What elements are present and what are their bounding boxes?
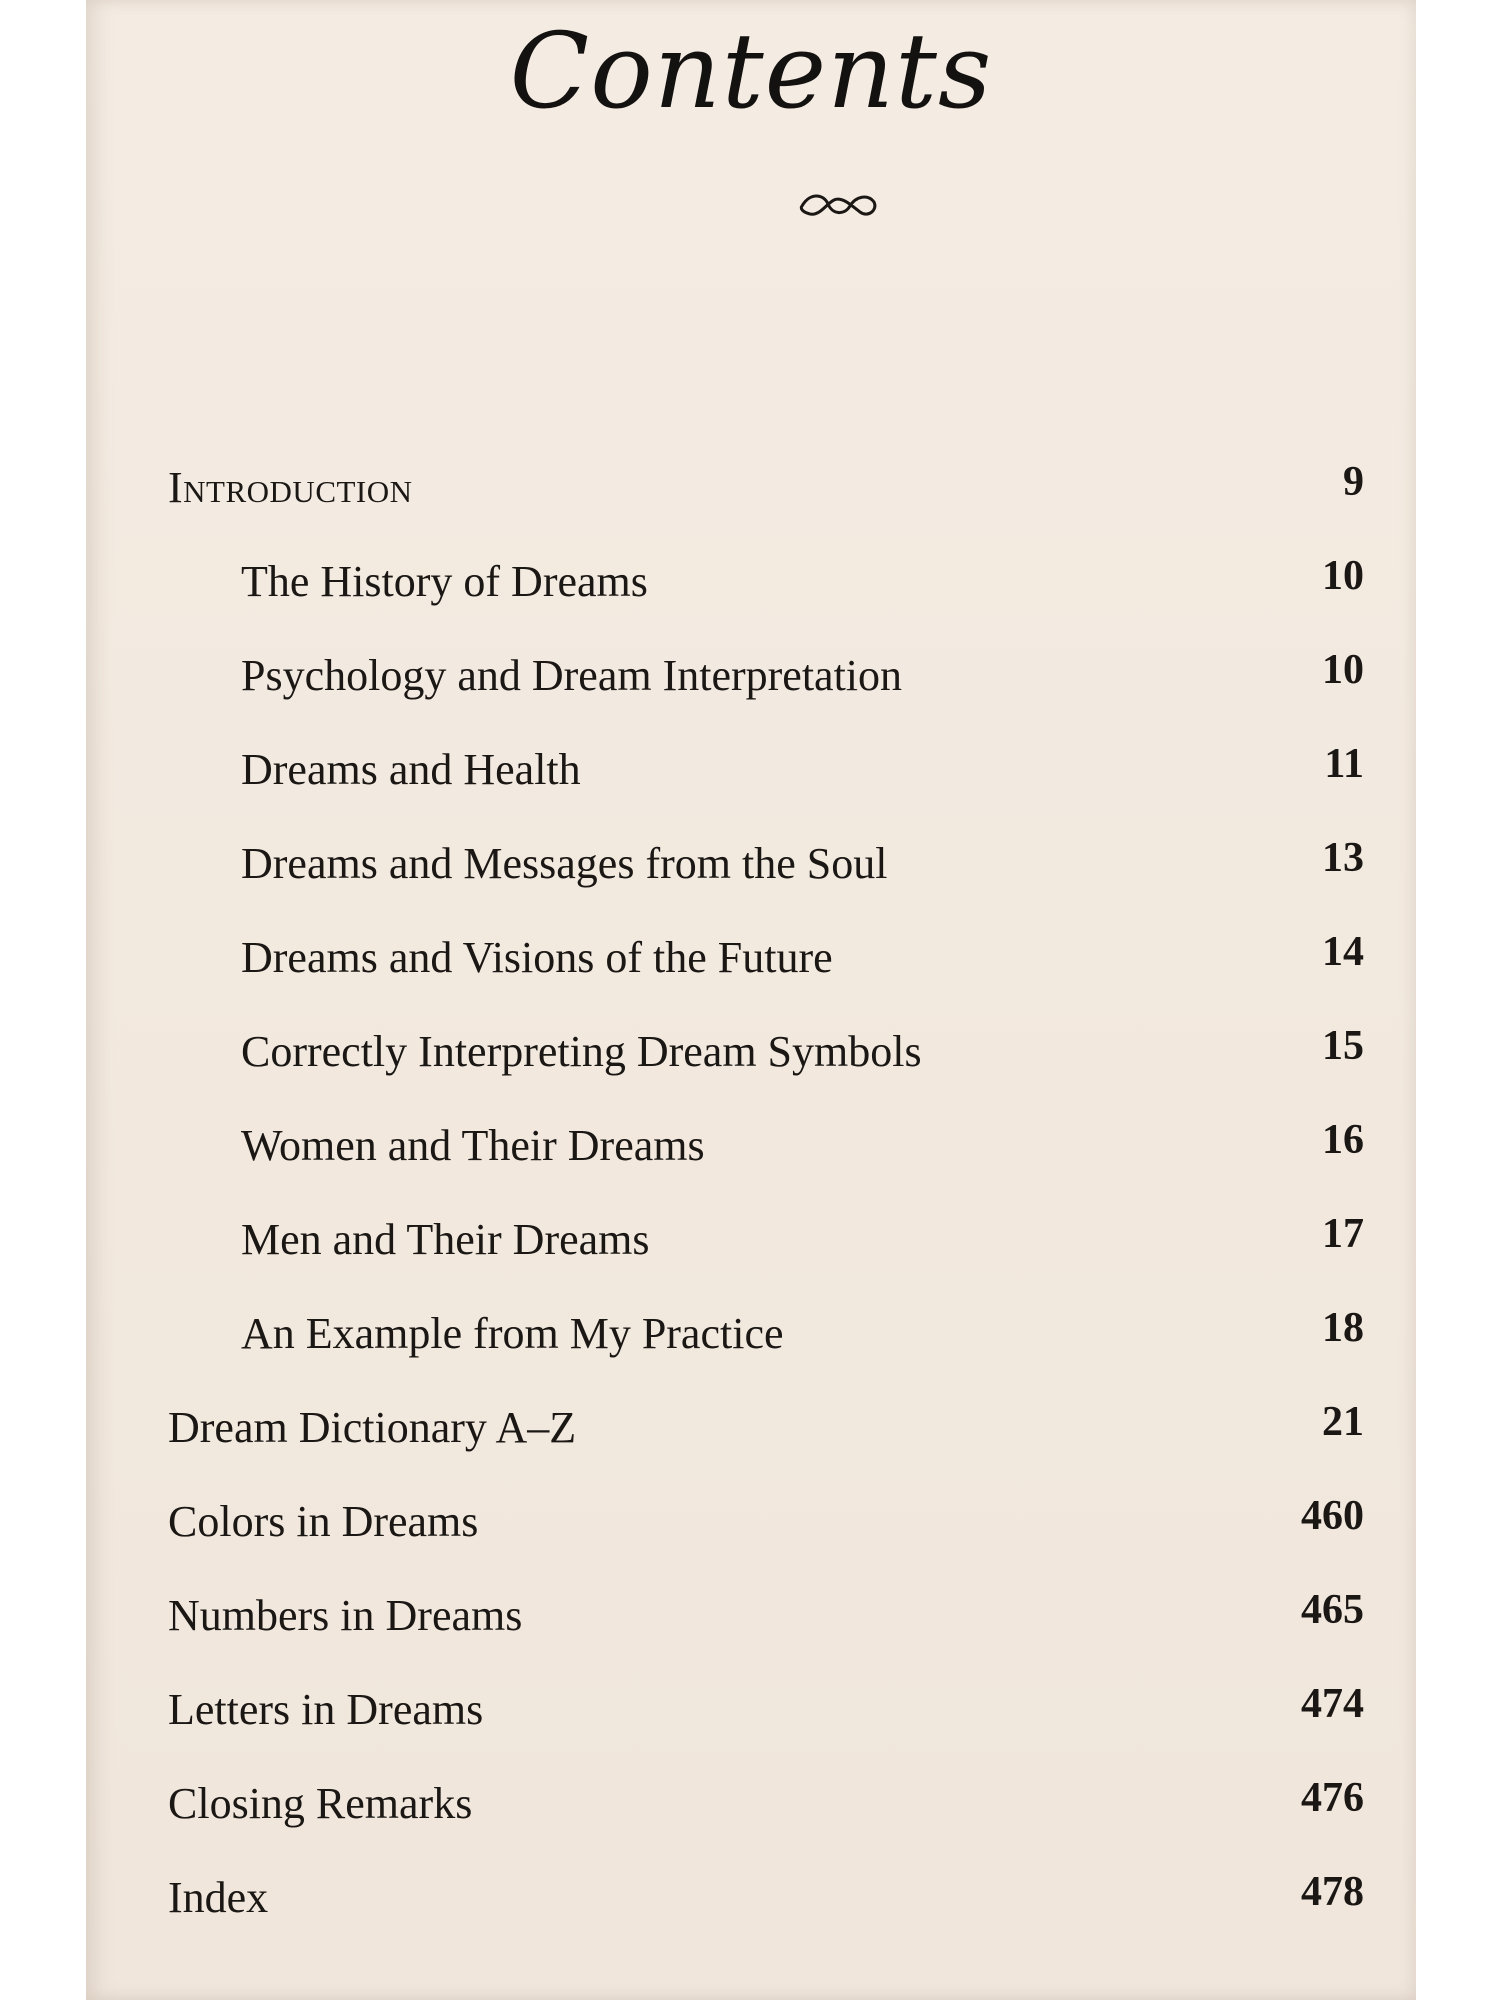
toc-entry-page: 11 xyxy=(1324,741,1364,787)
toc-entry-label: Dreams and Visions of the Future xyxy=(241,933,833,982)
toc-entry-label: Dreams and Messages from the Soul xyxy=(241,839,888,888)
page-title: Contents xyxy=(509,10,993,132)
toc-entry[interactable] xyxy=(86,740,1416,820)
toc-entry[interactable] xyxy=(86,1116,1416,1196)
toc-entry-label: Closing Remarks xyxy=(168,1779,473,1828)
toc-entry[interactable] xyxy=(86,834,1416,914)
toc-entry-label: Women and Their Dreams xyxy=(241,1121,705,1170)
toc-entry-label: Introduction xyxy=(168,463,413,512)
toc-entry-page: 474 xyxy=(1301,1681,1364,1727)
toc-entry-page: 14 xyxy=(1322,929,1364,975)
toc-entry-page: 10 xyxy=(1322,647,1364,693)
toc-entry[interactable] xyxy=(86,1022,1416,1102)
toc-entry[interactable] xyxy=(86,1586,1416,1666)
toc-entry-label: Dreams and Health xyxy=(241,745,581,794)
toc-entry-page: 13 xyxy=(1322,835,1364,881)
toc-entry[interactable] xyxy=(86,1680,1416,1760)
toc-entry-label: Colors in Dreams xyxy=(168,1497,479,1546)
toc-entry-label: An Example from My Practice xyxy=(241,1309,784,1358)
toc-entry[interactable] xyxy=(86,928,1416,1008)
toc-entry-label: Correctly Interpreting Dream Symbols xyxy=(241,1027,922,1076)
toc-entry-page: 9 xyxy=(1343,459,1364,505)
toc-entry-page: 17 xyxy=(1322,1211,1364,1257)
toc-entry-label: The History of Dreams xyxy=(241,557,648,606)
toc-entry[interactable] xyxy=(86,458,1416,538)
toc-entry-page: 16 xyxy=(1322,1117,1364,1163)
toc-entry[interactable] xyxy=(86,1304,1416,1384)
toc-entry-page: 476 xyxy=(1301,1775,1364,1821)
toc-entry-label: Letters in Dreams xyxy=(168,1685,484,1734)
toc-entry-page: 465 xyxy=(1301,1587,1364,1633)
toc-entry-page: 478 xyxy=(1301,1869,1364,1915)
toc-entry-page: 10 xyxy=(1322,553,1364,599)
book-page xyxy=(86,0,1416,2000)
flourish-ornament xyxy=(798,186,878,222)
toc-entry-label: Psychology and Dream Interpretation xyxy=(241,651,903,700)
toc-entry-label: Dream Dictionary A–Z xyxy=(168,1403,577,1452)
toc-entry-label: Men and Their Dreams xyxy=(241,1215,650,1264)
toc-entry[interactable] xyxy=(86,552,1416,632)
toc-entry[interactable] xyxy=(86,646,1416,726)
toc-entry-label: Index xyxy=(168,1873,269,1922)
toc-entry-label: Numbers in Dreams xyxy=(168,1591,523,1640)
toc-entry[interactable] xyxy=(86,1398,1416,1478)
toc-entry-page: 21 xyxy=(1322,1399,1364,1445)
toc-entry-page: 460 xyxy=(1301,1493,1364,1539)
toc-entry-page: 15 xyxy=(1322,1023,1364,1069)
toc-entry[interactable] xyxy=(86,1868,1416,1948)
toc-entry[interactable] xyxy=(86,1492,1416,1572)
toc-entry[interactable] xyxy=(86,1774,1416,1854)
toc-entry-page: 18 xyxy=(1322,1305,1364,1351)
toc-entry[interactable] xyxy=(86,1210,1416,1290)
